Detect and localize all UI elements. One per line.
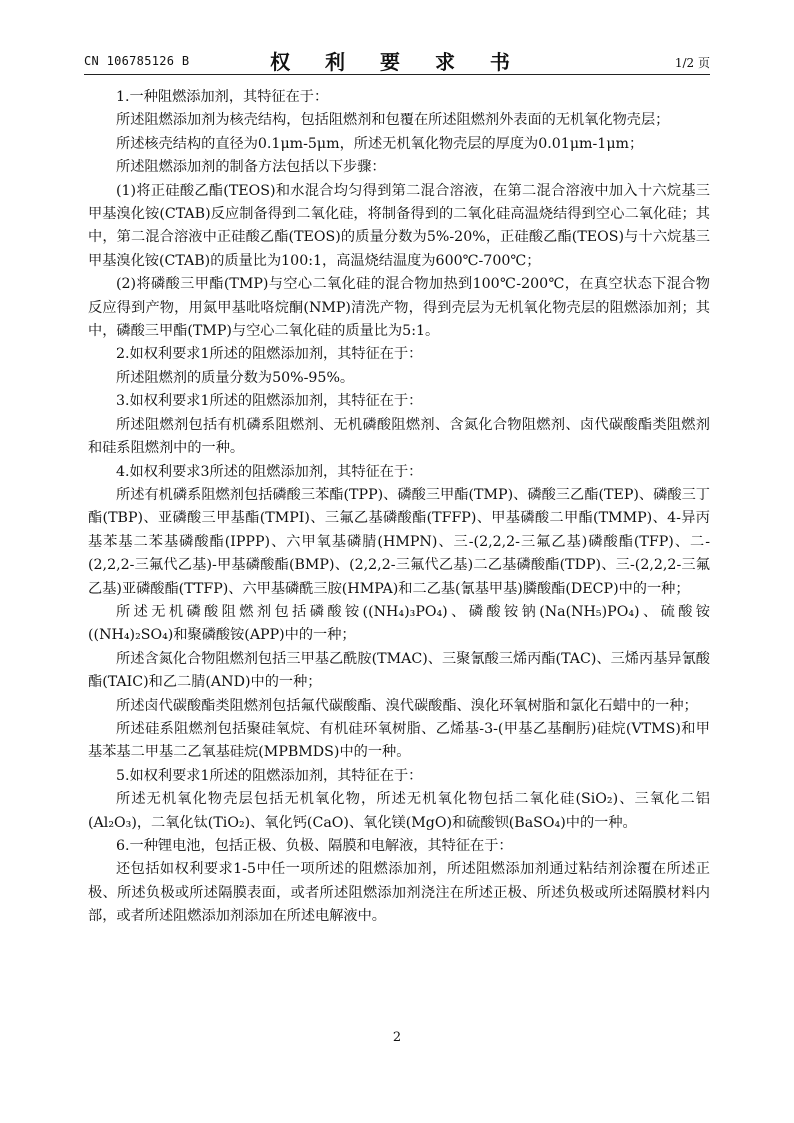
claim-paragraph: 所述阻燃添加剂的制备方法包括以下步骤：	[116, 159, 386, 176]
page-title: 权 利 要 求 书	[270, 50, 524, 74]
claim-paragraph: 所述有机磷系阻燃剂包括磷酸三苯酯(TPP)、磷酸三甲酯(TMP)、磷酸三乙酯(TEP)、磷酸三丁酯(TBP)、亚磷酸三甲基酯(TMPI)、三氟乙基磷酸酯(TFFP)、甲基磷酸二甲酯(TMMP)、4-异丙基苯基二苯基磷酸酯(IPPP)、六甲氧基磷腈(HMPN)、三-(2,2,2-三氟乙基)磷酸酯(TFP)、二-(2,2,2-三氟代乙基)-甲基磷酸酯(BMP)、(2,2,2-三氟代乙基)二乙基磷酸酯(TDP)、三-(2,2,2-三氟乙基)亚磷酸酯(TTFP)、六甲基磷酰三胺(HMPA)和二乙基(氰基甲基)膦酸酯(DECP)中的一种；	[88, 486, 710, 597]
claim-paragraph: 4.如权利要求3所述的阻燃添加剂，其特征在于：	[116, 463, 423, 480]
claim-paragraph: (1)将正硅酸乙酯(TEOS)和水混合均匀得到第二混合溶液，在第二混合溶液中加入十六烷基三甲基溴化铵(CTAB)反应制备得到二氧化硅，将制备得到的二氧化硅高温烧结得到空心二氧化硅；其中，第二混合溶液中正硅酸乙酯(TEOS)的质量分数为5%-20%，正硅酸乙酯(TEOS)与十六烷基三甲基溴化铵(CTAB)的质量比为100:1，高温烧结温度为600℃-700℃；	[88, 182, 710, 269]
claim-paragraph: 6.一种锂电池，包括正极、负极、隔膜和电解液，其特征在于：	[116, 838, 513, 854]
patent-number: CN 106785126 B	[84, 54, 190, 68]
claim-paragraph: 还包括如权利要求1-5中任一项所述的阻燃添加剂，所述阻燃添加剂通过粘结剂涂覆在所述正极、所述负极或所述隔膜表面，或者所述阻燃添加剂浇注在所述正极、所述负极或所述隔膜材料内部，或者所述阻燃添加剂添加在所述电解液中。	[88, 861, 710, 925]
claim-paragraph: 所述阻燃剂的质量分数为50%-95%。	[116, 369, 355, 386]
page-header	[84, 44, 710, 72]
claim-paragraph: 所述核壳结构的直径为0.1μm-5μm，所述无机氧化物壳层的厚度为0.01μm-1μm；	[116, 135, 644, 152]
claim-paragraph: 1.一种阻燃添加剂，其特征在于：	[116, 89, 329, 105]
claim-paragraph: 所述含氮化合物阻燃剂包括三甲基乙酰胺(TMAC)、三聚氰酸三烯丙酯(TAC)、三烯丙基异氰酸酯(TAIC)和乙二腈(AND)中的一种；	[88, 650, 710, 691]
claim-paragraph: 所述阻燃剂包括有机磷系阻燃剂、无机磷酸阻燃剂、含氮化合物阻燃剂、卤代碳酸酯类阻燃剂和硅系阻燃剂中的一种。	[88, 416, 710, 457]
claim-paragraph: 所述无机磷酸阻燃剂包括磷酸铵((NH₄)₃PO₄)、磷酸铵钠(Na(NH₅)PO₄)、硫酸铵((NH₄)₂SO₄)和聚磷酸铵(APP)中的一种；	[88, 603, 710, 644]
claim-paragraph: 所述阻燃添加剂为核壳结构，包括阻燃剂和包覆在所述阻燃剂外表面的无机氧化物壳层；	[116, 112, 670, 129]
claim-paragraph: 3.如权利要求1所述的阻燃添加剂，其特征在于：	[116, 393, 423, 410]
page-number: 2	[392, 1030, 402, 1045]
claim-paragraph: (2)将磷酸三甲酯(TMP)与空心二氧化硅的混合物加热到100℃-200℃，在真空状态下混合物反应得到产物，用氮甲基吡咯烷酮(NMP)清洗产物，得到壳层为无机氧化物壳层的阻燃添加剂；其中，磷酸三甲酯(TMP)与空心二氧化硅的质量比为5:1。	[88, 276, 710, 340]
claim-paragraph: 所述卤代碳酸酯类阻燃剂包括氟代碳酸酯、溴代碳酸酯、溴化环氧树脂和氯化石蜡中的一种；	[116, 697, 698, 714]
claim-paragraph: 5.如权利要求1所述的阻燃添加剂，其特征在于：	[116, 767, 423, 784]
claims-body	[88, 86, 710, 929]
claim-paragraph: 所述硅系阻燃剂包括聚硅氧烷、有机硅环氧树脂、乙烯基-3-(甲基乙基酮肟)硅烷(VTMS)和甲基苯基二甲基二乙氧基硅烷(MPBMDS)中的一种。	[88, 720, 710, 761]
claim-paragraph: 所述无机氧化物壳层包括无机氧化物，所述无机氧化物包括二氧化硅(SiO₂)、三氧化二铝(Al₂O₃)，二氧化钛(TiO₂)、氧化钙(CaO)、氧化镁(MgO)和硫酸钡(BaSO₄)中的一种。	[88, 791, 710, 831]
page-indicator: 1/2 页	[674, 56, 710, 70]
header-divider	[84, 74, 710, 75]
claim-paragraph: 2.如权利要求1所述的阻燃添加剂，其特征在于：	[116, 346, 423, 363]
